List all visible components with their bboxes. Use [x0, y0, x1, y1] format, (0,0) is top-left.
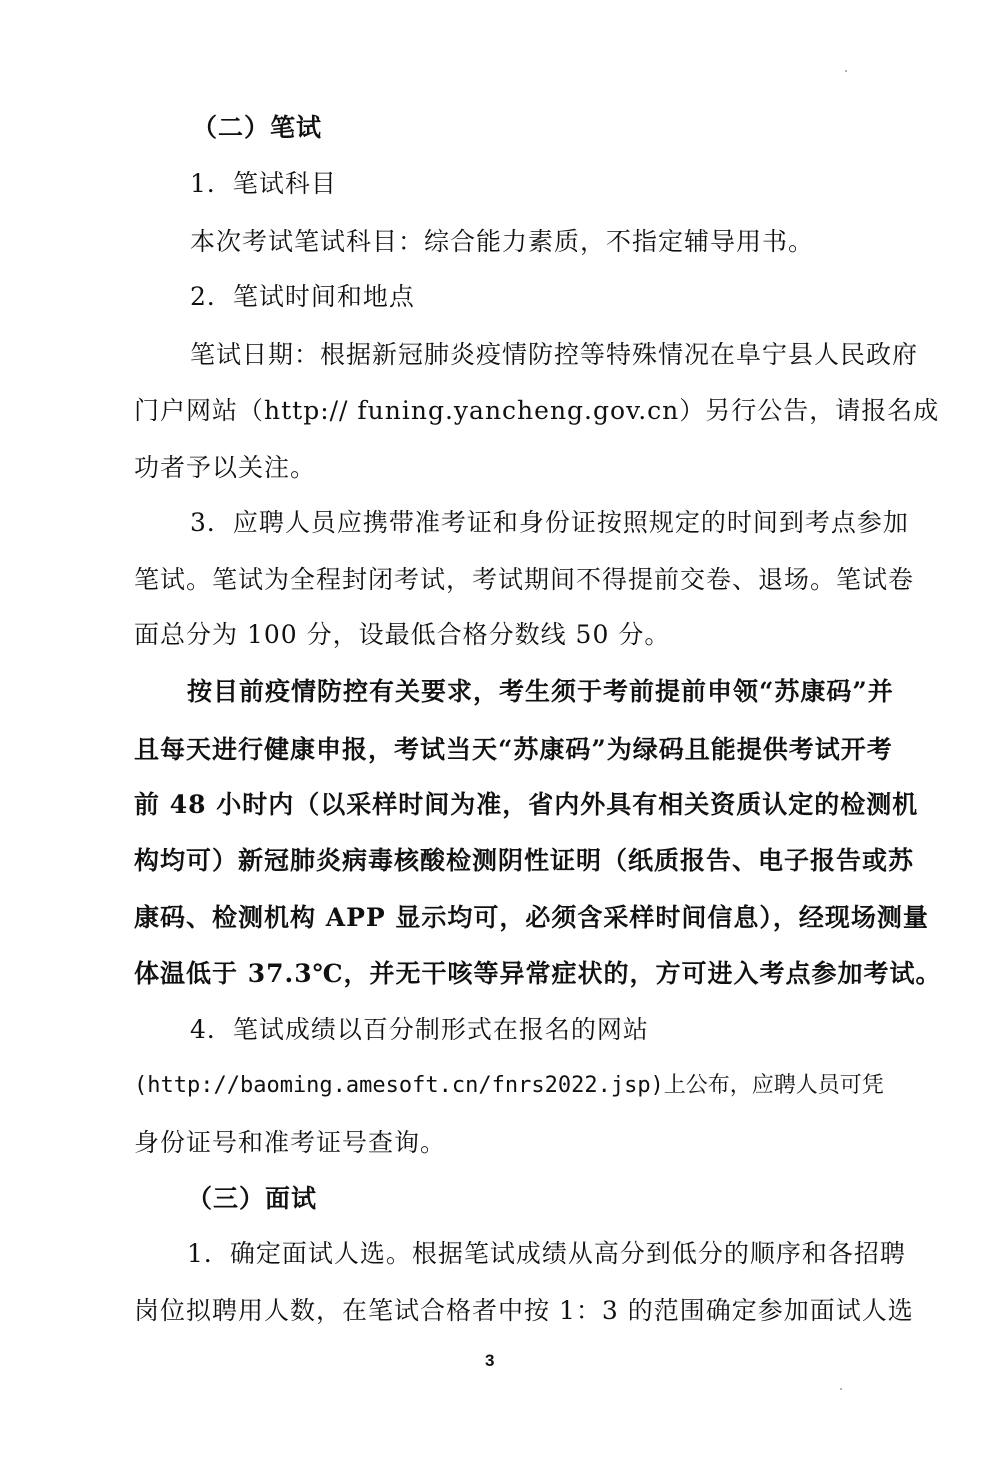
- paragraph-line: 前 48 小时内（以采样时间为准，省内外具有相关资质认定的检测机: [134, 790, 919, 819]
- paragraph-line: 4．笔试成绩以百分制形式在报名的网站: [190, 1015, 649, 1044]
- paragraph-line: 笔试日期：根据新冠肺炎疫情防控等特殊情况在阜宁县人民政府: [190, 340, 919, 369]
- paragraph-line: 构均可）新冠肺炎病毒核酸检测阴性证明（纸质报告、电子报告或苏: [134, 846, 915, 875]
- paragraph-line: 体温低于 37.3℃，并无干咳等异常症状的，方可进入考点参加考试。: [134, 959, 942, 988]
- paragraph-line: 笔试。笔试为全程封闭考试，考试期间不得提前交卷、退场。笔试卷: [134, 565, 915, 594]
- paragraph-line: 且每天进行健康申报，考试当天“苏康码”为绿码且能提供考试开考: [134, 735, 893, 764]
- paragraph-line: 1．笔试科目: [190, 169, 337, 198]
- paragraph-line: 2．笔试时间和地点: [190, 282, 415, 311]
- paragraph-line: 门户网站（http:// funing.yancheng.gov.cn）另行公告，请报名成: [134, 396, 940, 425]
- paragraph-line-url: (http://baoming.amesoft.cn/fnrs2022.jsp)上公布，应聘人员可凭: [134, 1073, 884, 1098]
- paragraph-line: 本次考试笔试科目：综合能力素质，不指定辅导用书。: [190, 227, 815, 256]
- section-heading-written-exam: （二）笔试: [192, 113, 323, 142]
- paragraph-line: 身份证号和准考证号查询。: [134, 1128, 447, 1157]
- scan-speck: [845, 70, 847, 72]
- paragraph-line: 按目前疫情防控有关要求，考生须于考前提前申领“苏康码”并: [187, 677, 894, 706]
- page-number: 3: [485, 1351, 495, 1370]
- paragraph-line: 岗位拟聘用人数，在笔试合格者中按 1：3 的范围确定参加面试人选: [134, 1296, 914, 1325]
- section-heading-interview: （三）面试: [187, 1184, 318, 1213]
- paragraph-line: 3．应聘人员应携带准考证和身份证按照规定的时间到考点参加: [190, 508, 909, 537]
- paragraph-line: 面总分为 100 分，设最低合格分数线 50 分。: [134, 620, 671, 649]
- paragraph-line: 1．确定面试人选。根据笔试成绩从高分到低分的顺序和各招聘: [187, 1239, 906, 1268]
- paragraph-line: 功者予以关注。: [134, 453, 317, 482]
- scan-speck: [840, 1388, 842, 1390]
- paragraph-line: 康码、检测机构 APP 显示均可，必须含采样时间信息），经现场测量: [134, 903, 929, 932]
